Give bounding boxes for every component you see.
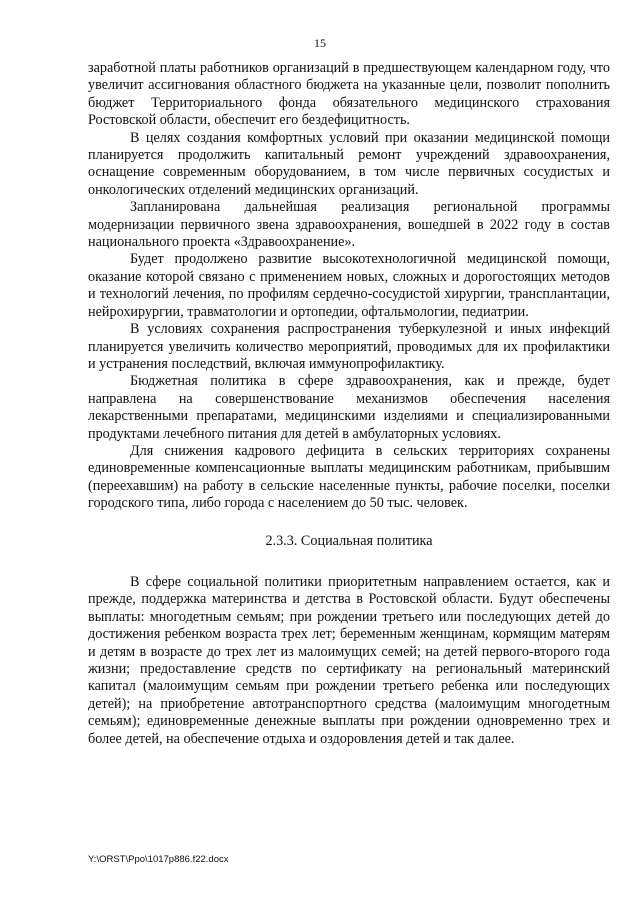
section-heading: 2.3.3. Социальная политика [265,532,433,549]
paragraph-social-policy: В сфере социальной политики приоритетным направлением остается, как и прежде, поддержка материнства и детства в Ростовской области. Будут обеспечены выплаты: многодетным семьям; при рождении третьего или последующих детей до достижения ребенком возраста трех лет; беременным женщинам, кормящим матерям и детям в возрасте до трех лет из малоимущих семей; на детей первого-второго года жизни; предоставление средств по сертификату на региональный материнский капитал (малоимущим семьям при рождении третьего ребенка или последующих детей); на приобретение автотранспортного средства (малоимущим многодетным семьям); единовременные денежные выплаты при рождении одновременно трех и более детей, на обеспечение отдыха и оздоровления детей и так далее. [88,573,610,747]
paragraph-modernization: Запланирована дальнейшая реализация региональной программы модернизации первичного звена здравоохранения, вошедшей в 2022 году в состав национального проекта «Здравоохранение». [88,199,610,251]
page-number: 15 [314,36,326,50]
paragraph-budget-policy: Бюджетная политика в сфере здравоохранения, как и прежде, будет направлена на совершенствование механизмов обеспечения населения лекарственными препаратами, медицинскими изделиями и специализированными продуктами лечебного питания для детей в амбулаторных условиях. [88,373,610,442]
paragraph-tuberculosis: В условиях сохранения распространения туберкулезной и иных инфекций планируется увеличить количество мероприятий, проводимых для их профилактики и устранения последствий, включая иммунопрофилактику. [88,321,610,372]
paragraph-salary-budget: заработной платы работников организаций в предшествующем календарном году, что увеличит ассигнования областного бюджета на указанные цели, позволит пополнить бюджет Территориального фонда обязательного медицинского страхования Ростовской области, обеспечит его бездефицитность. [88,60,610,129]
document-body [88,60,610,748]
footer-file-path: Y:\ORST\Ppo\1017p886.f22.docx [88,854,229,865]
paragraph-comfort-conditions: В целях создания комфортных условий при оказании медицинской помощи планируется продолжить капитальный ремонт учреждений здравоохранения, оснащение современным оборудованием, в том числе первичных сосудистых и онкологических отделений медицинских организаций. [88,129,610,198]
paragraph-high-tech-care: Будет продолжено развитие высокотехнологичной медицинской помощи, оказание которой связано с применением новых, сложных и дорогостоящих методов и технологий лечения, по профилям сердечно-сосудистой хирургии, трансплантации, нейрохирургии, травматологии и ортопедии, офтальмологии, педиатрии. [88,251,610,320]
paragraph-staff-shortage: Для снижения кадрового дефицита в сельских территориях сохранены единовременные компенсационные выплаты медицинским работникам, прибывшим (переехавшим) на работу в сельские населенные пункты, рабочие поселки, поселки городского типа, либо города с населением до 50 тыс. человек. [88,442,610,512]
